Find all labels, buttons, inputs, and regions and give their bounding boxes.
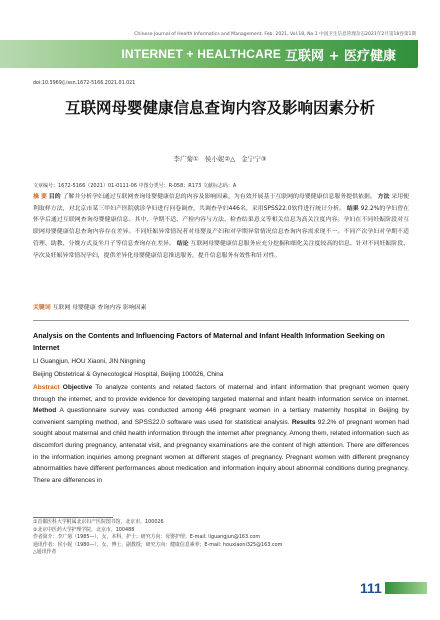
conclusion-label: 结论 [176, 240, 189, 247]
journal-header-line: Chinese Journal of Health Informatics and Management, Feb. 2021, Vol.18, No.1 中国卫生信息管理杂志2021年2月第18卷第1期 [134, 32, 416, 37]
objective-label: 目的 [48, 194, 61, 200]
english-abstract [33, 382, 409, 486]
page-number: 111 [360, 580, 382, 596]
article-title: 互联网母婴健康信息查询内容及影响因素分析 [64, 99, 375, 117]
footnote-line: 作者简介：李广菊（1985—），女，本科，护士；研究方向：母婴护理；E-mail: liguangjun@163.com [33, 534, 261, 541]
chinese-abstract [33, 192, 409, 262]
section-divider [33, 320, 409, 321]
en-results-label: Results [291, 418, 316, 426]
english-authors: LI Guangjun, HOU Xiaoni, JIN Ningning [33, 358, 146, 365]
en-objective-label: Objective [62, 384, 93, 391]
article-metadata: 文章编号：1672-5166（2021）01-0111-06 中图分类号：R-058；R173 文献标志码：A [33, 183, 237, 189]
page-number-block [360, 580, 427, 596]
en-method-label: Method [33, 407, 57, 415]
banner-chinese-text: 互联网 + 医疗健康 [285, 48, 396, 64]
en-results-text: 92.2% of pregnant women had sought about maternal and child health information through the internet after pregnancy. Among them, related information such as discomfort during pregnancy, antenatal visit, and pregnancy examinations are the content of high attention. There are differences in the information inquiries among pregnant women at different stages of pregnancy. Pregnant women with different pregnancy abnormalities have different performances about medication and information inquiry about abnormal conditions during pregnancy. There are differences in [33, 418, 409, 484]
results-text: 92.2%的孕妇曾在怀孕后通过互联网查询母婴健康信息。其中，孕期不适、产检内容与方法、检查结果意义等相关信息为高关注度内容。孕妇在不同妊娠阶段对互联网母婴健康信息查询内容存在差异。不同妊娠异常情况者对母婴及产妇和对孕期异常情况信息查询内容需求现不一。不同产次孕妇对孕期不适管理、助教、分娩方式及坐月子等信息查询存在差异。 [33, 205, 410, 247]
footnote-line: △通讯作者 [33, 549, 57, 556]
section-banner [0, 40, 418, 68]
banner-english-text: INTERNET + HEALTHCARE [121, 47, 282, 61]
en-objective-text: To analyze contents and related factors of maternal and infant information that pregnant women query through the internet, and to provide evidence for developing targeted maternal and infant health information service on internet. [33, 384, 409, 403]
footnote-line: ②北京中医药大学护理学院，北京市，100488 [33, 526, 135, 533]
method-text: 采用便利取样方法，对北京市某三甲妇产医院就诊孕妇进行问卷调查，共调查孕妇446名，采用SPSS22.0软件进行统计分析。 [33, 194, 410, 212]
footnote-line: 通讯作者：侯小妮（1980—），女，博士，副教授；研究方向：健康信息素养；E-mail: houxiaoni325@163.com [33, 541, 283, 548]
english-affiliation: Beijing Obstetrical & Gynecological Hospital, Beijing 100026, China [33, 371, 224, 378]
abstract-label: 摘 要 [33, 194, 47, 200]
en-method-text: A questionnaire survey was conducted among 446 pregnant women in a tertiary maternity hospital in Beijing by convenient sampling method, and SPSS22.0 software was used for statistical analysis. [33, 407, 409, 426]
footnotes [33, 519, 393, 557]
keywords-label: 关键词 [33, 305, 51, 311]
chinese-keywords [33, 302, 409, 311]
author-list: 李广菊① 侯小妮②△ 金宁宁③ [173, 155, 267, 163]
doi-line: doi:10.3969/j.issn.1672-5166.2021.01.021 [33, 81, 136, 86]
conclusion-text: 互联网母婴健康信息服务应充分挖掘和细化关注度较高的信息，针对不同妊娠阶段、孕次及妊娠异常情况孕妇，提供差异化母婴健康信息推送服务，提升信息服务有效性和针对性。 [33, 240, 410, 259]
english-title: Analysis on the Contents and Influencing Factors of Maternal and Infant Health Information Seeking on Internet [33, 331, 385, 352]
footnote-line: ①首都医科大学附属北京妇产医院图书馆，北京市，100026 [33, 519, 164, 525]
footnote-rule [33, 517, 113, 518]
en-abstract-label: Abstract [33, 384, 60, 391]
method-label: 方法 [377, 194, 390, 200]
results-label: 结果 [346, 205, 359, 212]
page-number-bar [385, 582, 427, 594]
keywords-text: 互联网 母婴健康 查询内容 影响因素 [52, 305, 147, 311]
objective-text: 了解并分析孕妇通过互联网查询母婴健康信息的内容及影响因素，为有效开展基于互联网的母婴健康信息服务提供依据。 [62, 194, 376, 200]
